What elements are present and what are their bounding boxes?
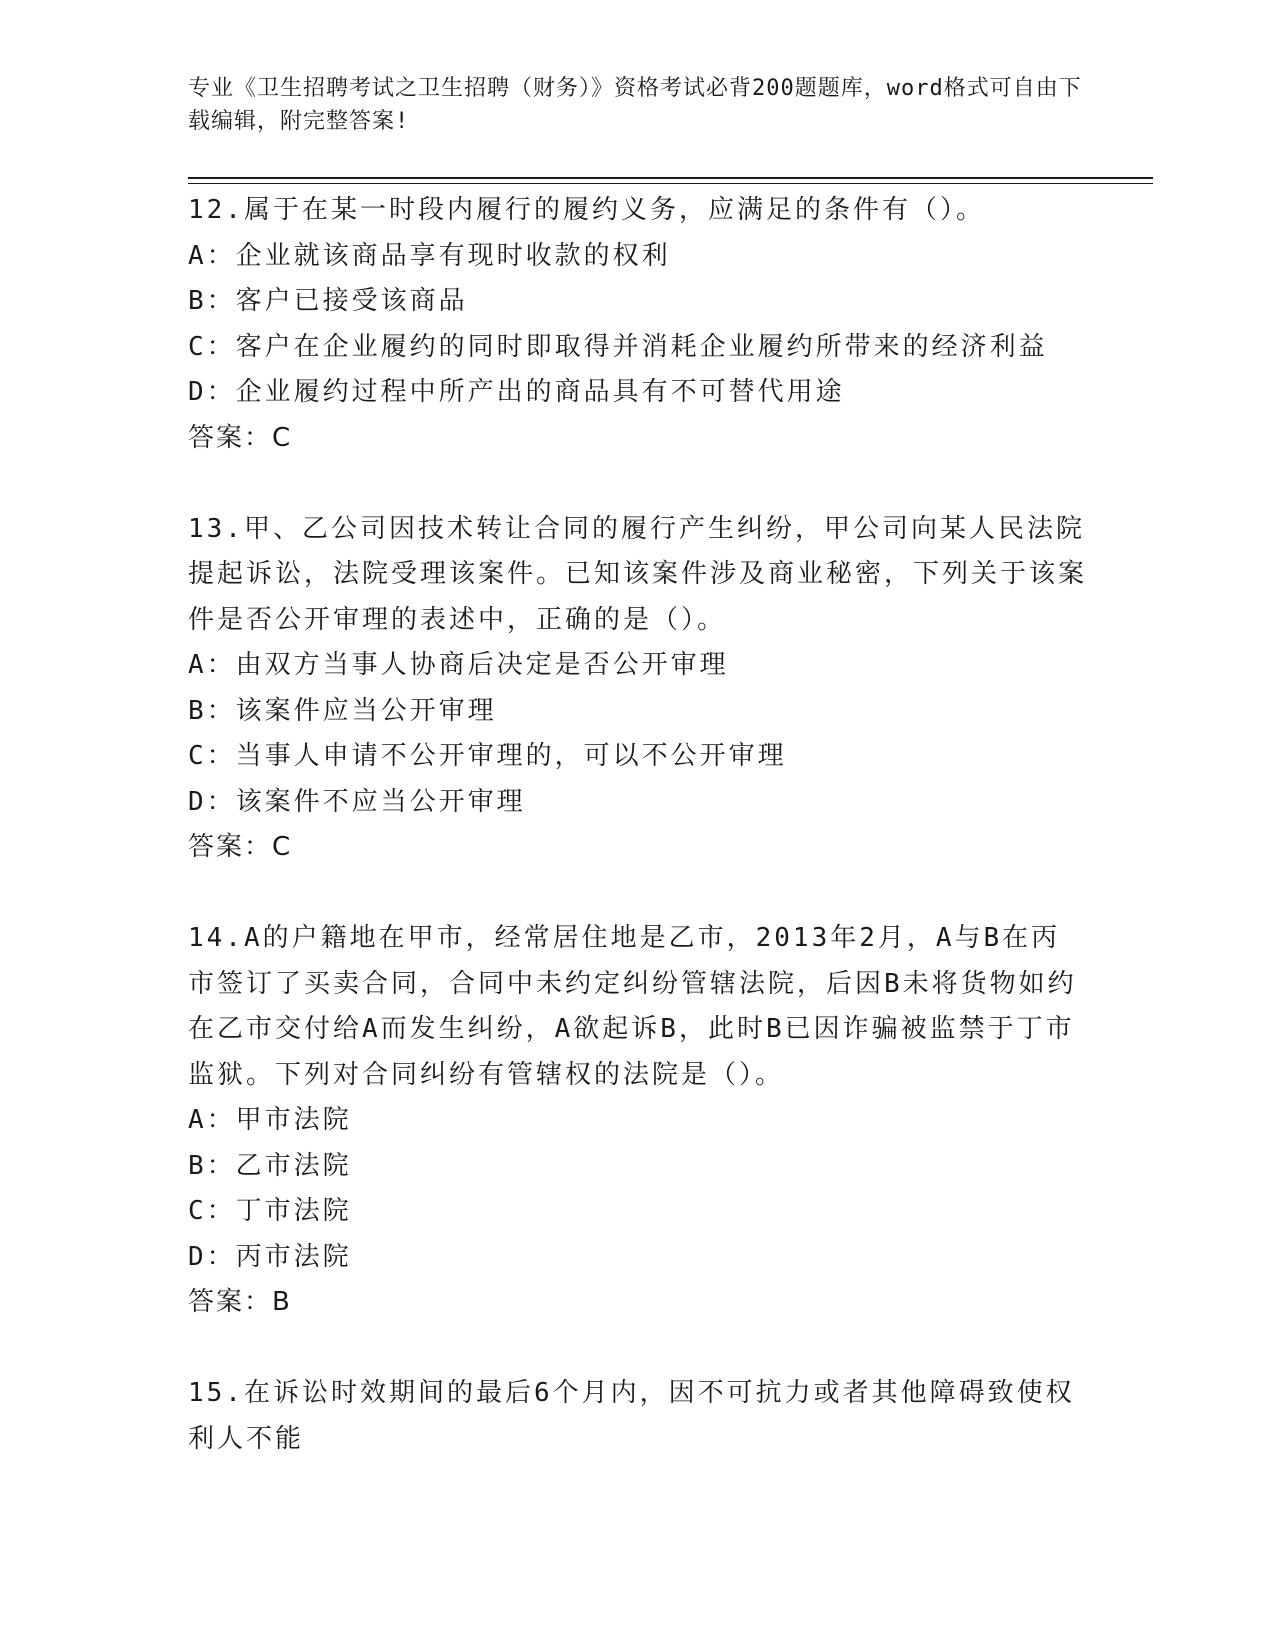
option-b: B：客户已接受该商品: [188, 286, 468, 316]
question-15: [188, 1371, 1088, 1462]
option-d: D：该案件不应当公开审理: [188, 786, 526, 817]
document-header: 专业《卫生招聘考试之卫生招聘（财务）》资格考试必背200题题库，word格式可自由下载编辑，附完整答案!: [188, 76, 1082, 134]
question-12: [188, 188, 1088, 461]
question-stem: 13.甲、乙公司因技术转让合同的履行产生纠纷，甲公司向某人民法院提起诉讼，法院受理该案件。已知该案件涉及商业秘密，下列关于该案件是否公开审理的表述中，正确的是（）。: [188, 513, 1088, 635]
question-list: [188, 188, 1088, 1462]
header-divider-thin: [188, 183, 1153, 184]
option-a: A：甲市法院: [188, 1105, 352, 1135]
answer-line: 答案：C: [188, 422, 293, 453]
header-divider-thick: [188, 177, 1153, 179]
answer-line: 答案：C: [188, 832, 293, 862]
question-13: [188, 507, 1088, 871]
spacer: [188, 461, 1088, 507]
spacer: [188, 871, 1088, 917]
option-b: B：该案件应当公开审理: [188, 695, 497, 726]
question-stem: 14.A的户籍地在甲市，经常居住地是乙市，2013年2月，A与B在丙市签订了买卖合同，合同中未约定纠纷管辖法院，后因B未将货物如约在乙市交付给A而发生纠纷，A欲起诉B，此时B已因诈骗被监禁于丁市监狱。下列对合同纠纷有管辖权的法院是（）。: [188, 923, 1077, 1090]
question-14: [188, 916, 1088, 1326]
question-stem: 12.属于在某一时段内履行的履约义务，应满足的条件有（）。: [188, 195, 985, 225]
option-a: A：由双方当事人协商后决定是否公开审理: [188, 650, 729, 680]
option-c: C：当事人申请不公开审理的，可以不公开审理: [188, 741, 787, 771]
spacer: [188, 1326, 1088, 1372]
option-b: B：乙市法院: [188, 1150, 352, 1181]
option-c: C：客户在企业履约的同时即取得并消耗企业履约所带来的经济利益: [188, 331, 1048, 362]
option-d: D：企业履约过程中所产出的商品具有不可替代用途: [188, 377, 845, 407]
option-a: A：企业就该商品享有现时收款的权利: [188, 240, 671, 271]
question-stem: 15.在诉讼时效期间的最后6个月内，因不可抗力或者其他障碍致使权利人不能: [188, 1378, 1075, 1454]
answer-line: 答案：B: [188, 1287, 292, 1317]
option-d: D：丙市法院: [188, 1241, 352, 1272]
option-c: C：丁市法院: [188, 1196, 352, 1226]
